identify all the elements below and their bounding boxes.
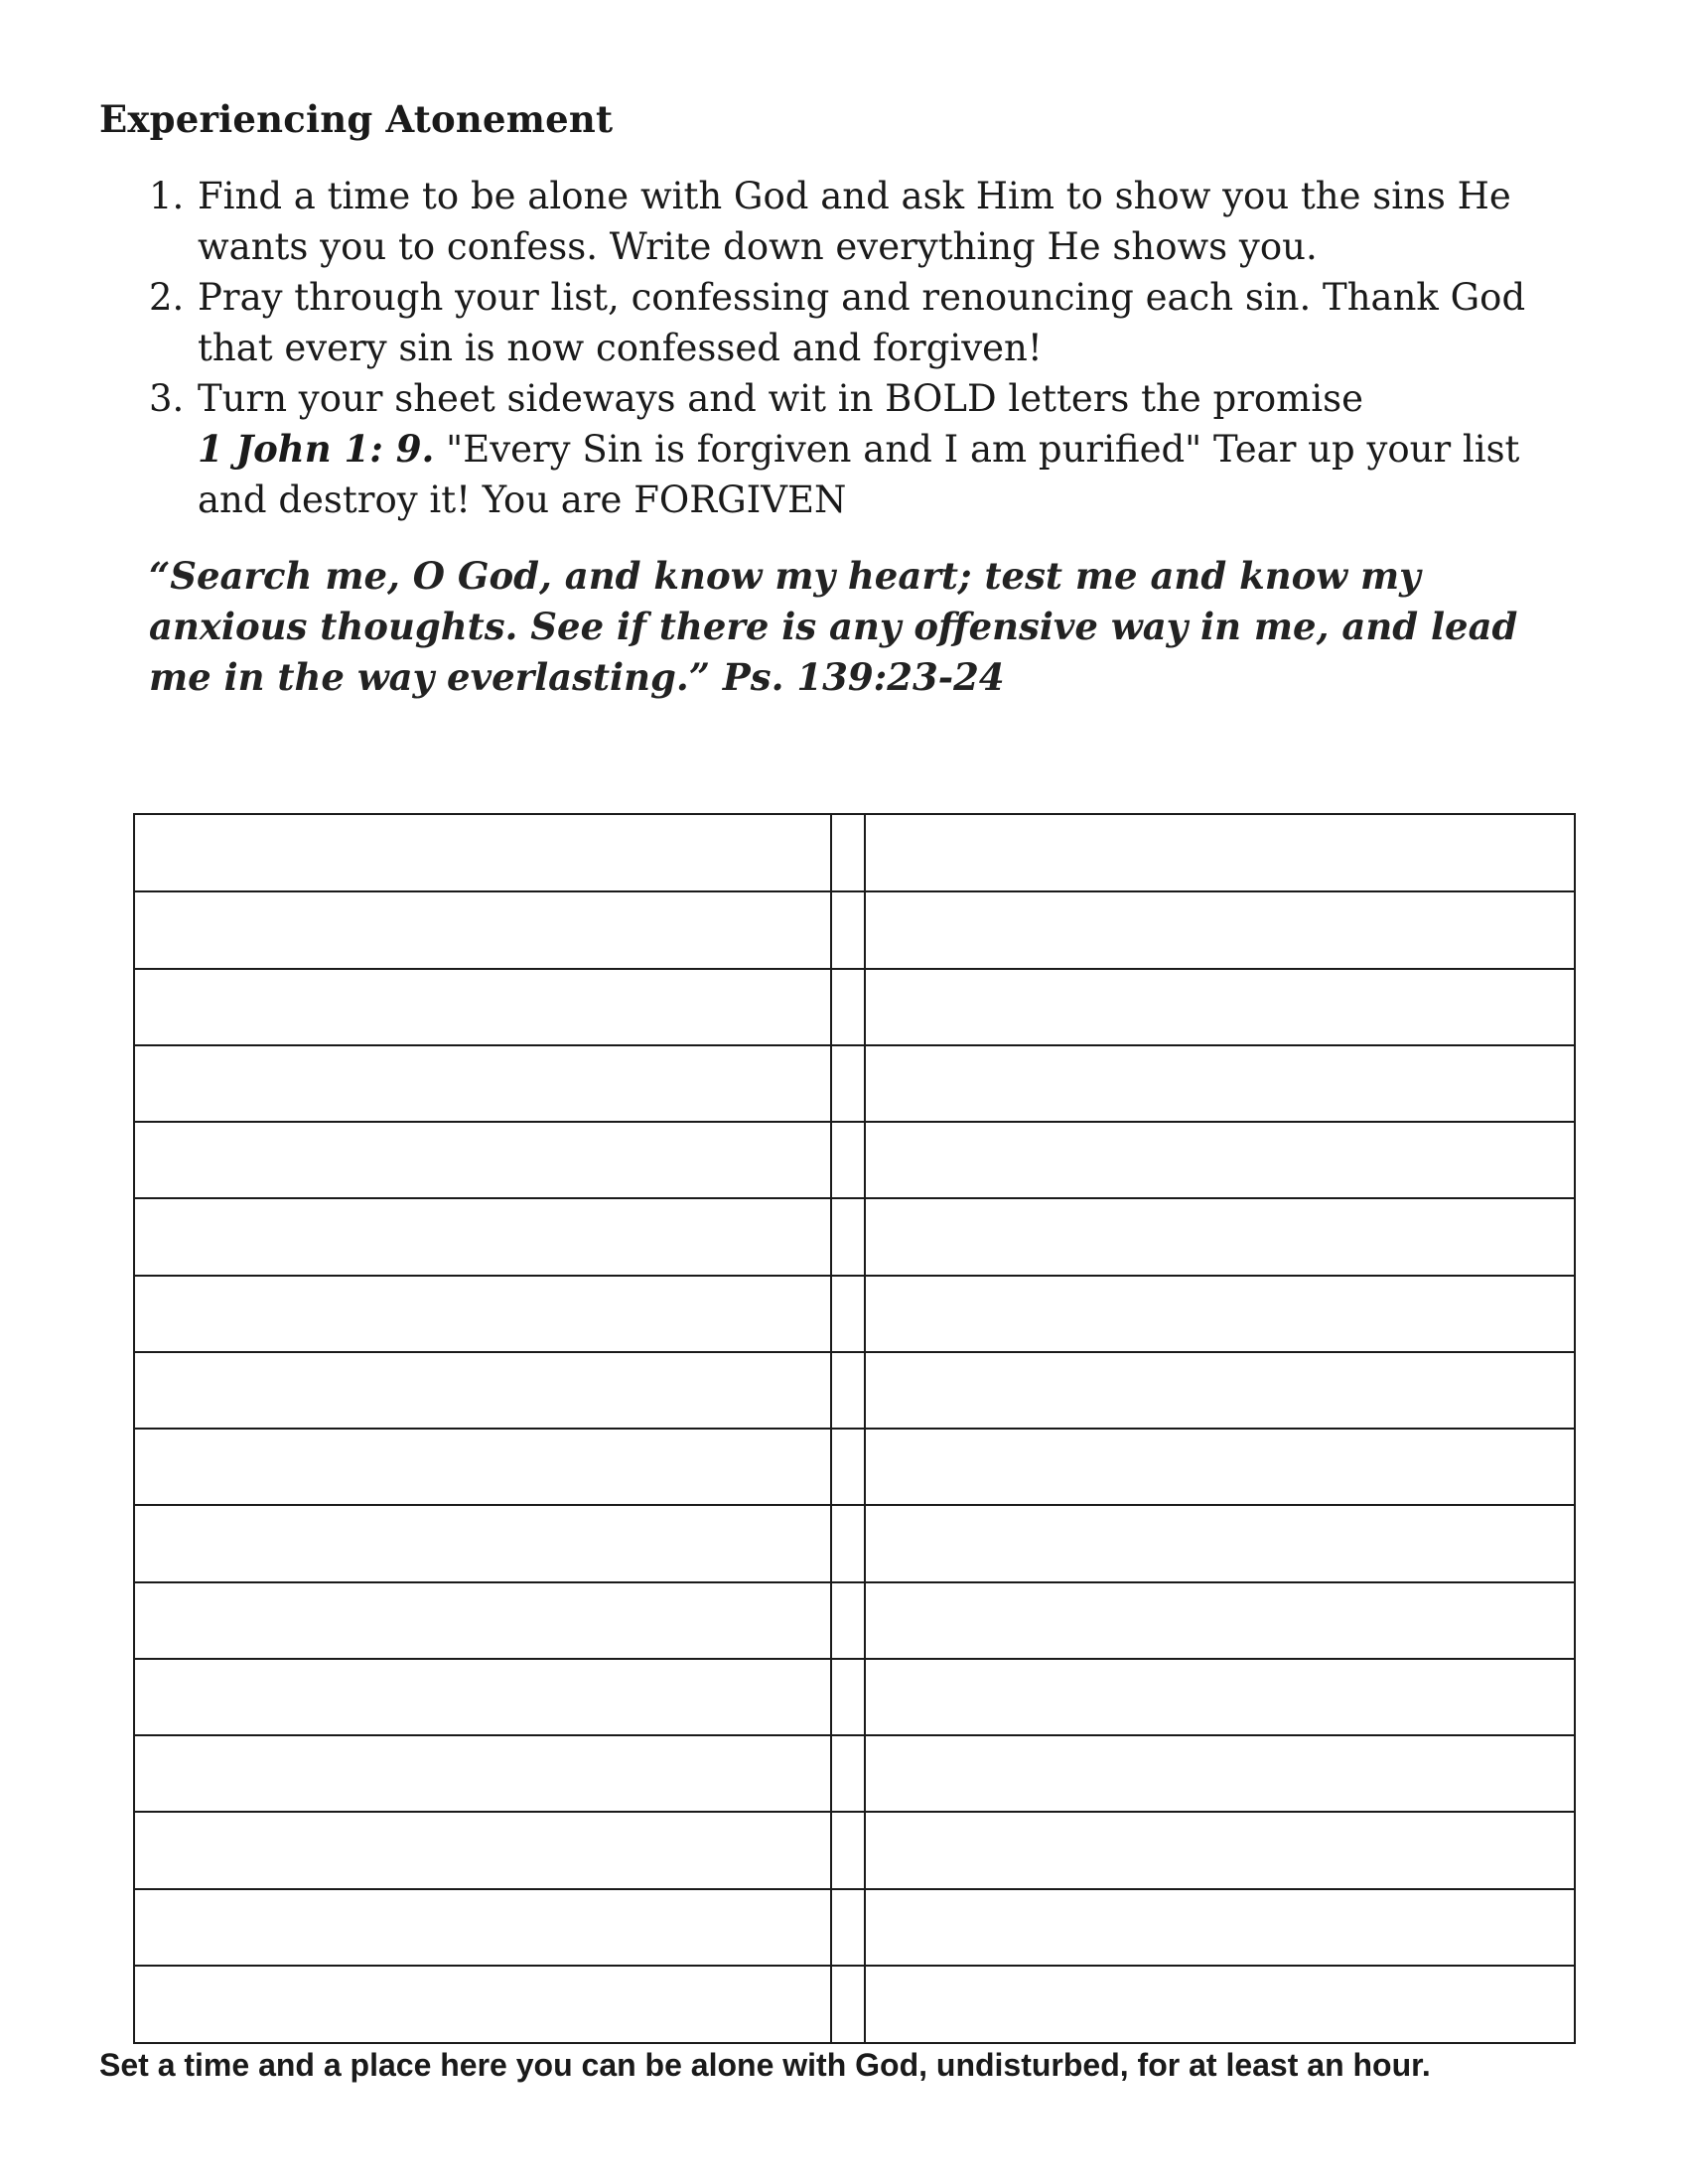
blank-line-left xyxy=(135,1889,830,1966)
step-text-continued: "Every Sin is forgiven and I am purified" Tear up your list and destroy it! You are FORGIVEN xyxy=(198,428,1520,521)
blank-line-left xyxy=(135,1659,830,1735)
blank-line-right xyxy=(866,815,1574,891)
blank-line-right xyxy=(866,1505,1574,1581)
instruction-list xyxy=(149,171,1599,525)
blank-line-left xyxy=(135,815,830,891)
blank-line-left xyxy=(135,1735,830,1812)
step-number: 1. xyxy=(149,175,185,217)
blank-line-left xyxy=(135,1505,830,1581)
blank-line-right xyxy=(866,1429,1574,1505)
instruction-step-1 xyxy=(149,171,1599,272)
blank-line-left xyxy=(135,1198,830,1275)
blank-line-right xyxy=(866,1889,1574,1966)
step-number: 3. xyxy=(149,377,185,420)
instruction-step-3 xyxy=(149,373,1599,525)
instruction-step-2 xyxy=(149,272,1599,373)
blank-line-right xyxy=(866,1582,1574,1659)
blank-line-right xyxy=(866,1735,1574,1812)
blank-line-right xyxy=(866,1966,1574,2042)
footer-note: Set a time and a place here you can be alone with God, undisturbed, for at least an hour. xyxy=(99,2047,1431,2083)
scripture-reference: 1 John 1: 9. xyxy=(198,427,435,471)
blank-line-right xyxy=(866,1045,1574,1122)
scripture-quote: “Search me, O God, and know my heart; test me and know my anxious thoughts. See if there is any offensive way in me, and lead me in the way everlasting.” Ps. 139:23-24 xyxy=(149,554,1518,699)
blank-line-left xyxy=(135,1276,830,1352)
blank-line-left xyxy=(135,1045,830,1122)
step-text: Turn your sheet sideways and wit in BOLD letters the promise xyxy=(198,377,1363,420)
sin-list-grid xyxy=(133,813,1576,2044)
step-number: 2. xyxy=(149,276,185,319)
blank-line-left xyxy=(135,1429,830,1505)
blank-line-left xyxy=(135,1352,830,1429)
step-text: Pray through your list, confessing and renouncing each sin. Thank God that every sin is now confessed and forgiven! xyxy=(198,276,1526,369)
blank-line-right xyxy=(866,1352,1574,1429)
blank-line-left xyxy=(135,891,830,968)
blank-line-left xyxy=(135,1582,830,1659)
step-text: Find a time to be alone with God and ask Him to show you the sins He wants you to confess. Write down everything He shows you. xyxy=(198,175,1511,268)
blank-line-right xyxy=(866,1198,1574,1275)
blank-line-left xyxy=(135,1966,830,2042)
blank-line-right xyxy=(866,1276,1574,1352)
blank-line-left xyxy=(135,969,830,1045)
blank-line-right xyxy=(866,891,1574,968)
blank-line-right xyxy=(866,1122,1574,1198)
page-title: Experiencing Atonement xyxy=(99,97,614,141)
blank-line-right xyxy=(866,1659,1574,1735)
blank-line-left xyxy=(135,1122,830,1198)
blank-line-right xyxy=(866,969,1574,1045)
blank-line-right xyxy=(866,1812,1574,1888)
blank-line-left xyxy=(135,1812,830,1888)
